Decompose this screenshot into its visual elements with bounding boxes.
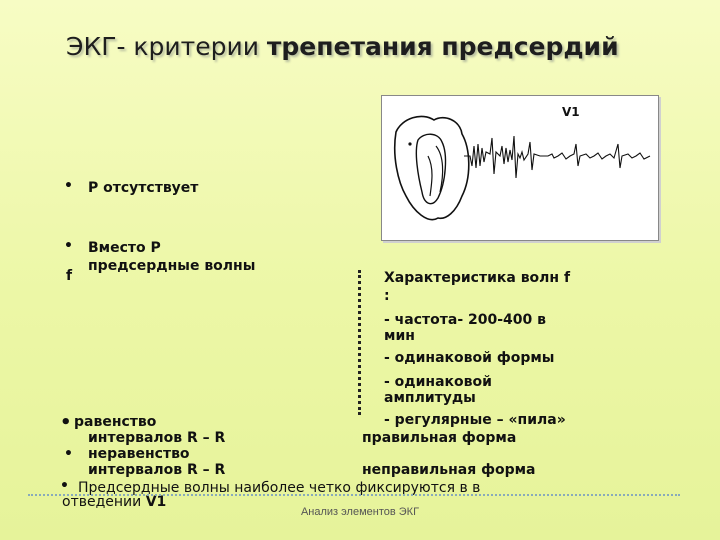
- bullet-p-absent: Р отсутствует: [88, 180, 199, 196]
- bullet-dot: •: [60, 412, 72, 433]
- ecg-figure: [381, 95, 659, 241]
- title-plain: ЭКГ- критерии: [66, 32, 267, 61]
- bullet-instead-line1: Вместо Р: [88, 240, 161, 256]
- rr-equal-intervals: интервалов R – R: [88, 430, 226, 446]
- footer-divider: [28, 494, 680, 496]
- char-amplitude-line2: амплитуды: [384, 390, 476, 406]
- title-bold: трепетания предсердий: [266, 32, 619, 61]
- lead-label-v1: V1: [562, 105, 580, 119]
- bullet-dot: •: [64, 178, 73, 194]
- heart-sinus-node: [408, 142, 411, 145]
- dotted-divider: [358, 270, 361, 415]
- note-line1: Предсердные волны наиболее четко фиксируются в в: [78, 480, 481, 496]
- char-amplitude-line1: - одинаковой: [384, 374, 492, 390]
- char-frequency-line1: - частота- 200-400 в: [384, 312, 547, 328]
- rr-unequal-intervals: интервалов R – R: [88, 462, 226, 478]
- rr-equal-result: правильная форма: [362, 430, 517, 446]
- f-wave-letter: f: [66, 268, 73, 284]
- rr-unequal-word: неравенство: [88, 446, 190, 462]
- slide-title: [66, 32, 619, 61]
- note-line2-prefix: отведении: [62, 494, 146, 510]
- characteristics-heading: Характеристика волн f: [384, 270, 571, 286]
- rr-unequal-result: неправильная форма: [362, 462, 536, 478]
- bullet-dot: •: [60, 478, 69, 494]
- rr-equal-word: равенство: [74, 414, 157, 430]
- bullet-instead-line2: предсердные волны: [88, 258, 256, 274]
- heart-conduction: [428, 156, 432, 196]
- bullet-dot: •: [64, 446, 73, 462]
- char-regular: - регулярные – «пила»: [384, 412, 566, 428]
- ecg-trace: [464, 136, 650, 178]
- char-shape: - одинаковой формы: [384, 350, 555, 366]
- heart-septum: [436, 146, 443, 192]
- slide-footer: Анализ элементов ЭКГ: [300, 506, 420, 518]
- ecg-drawing: [382, 96, 658, 240]
- characteristics-colon: :: [384, 288, 390, 304]
- note-line2-lead: V1: [145, 494, 167, 510]
- bullet-dot: •: [64, 238, 73, 254]
- char-frequency-line2: мин: [384, 328, 415, 344]
